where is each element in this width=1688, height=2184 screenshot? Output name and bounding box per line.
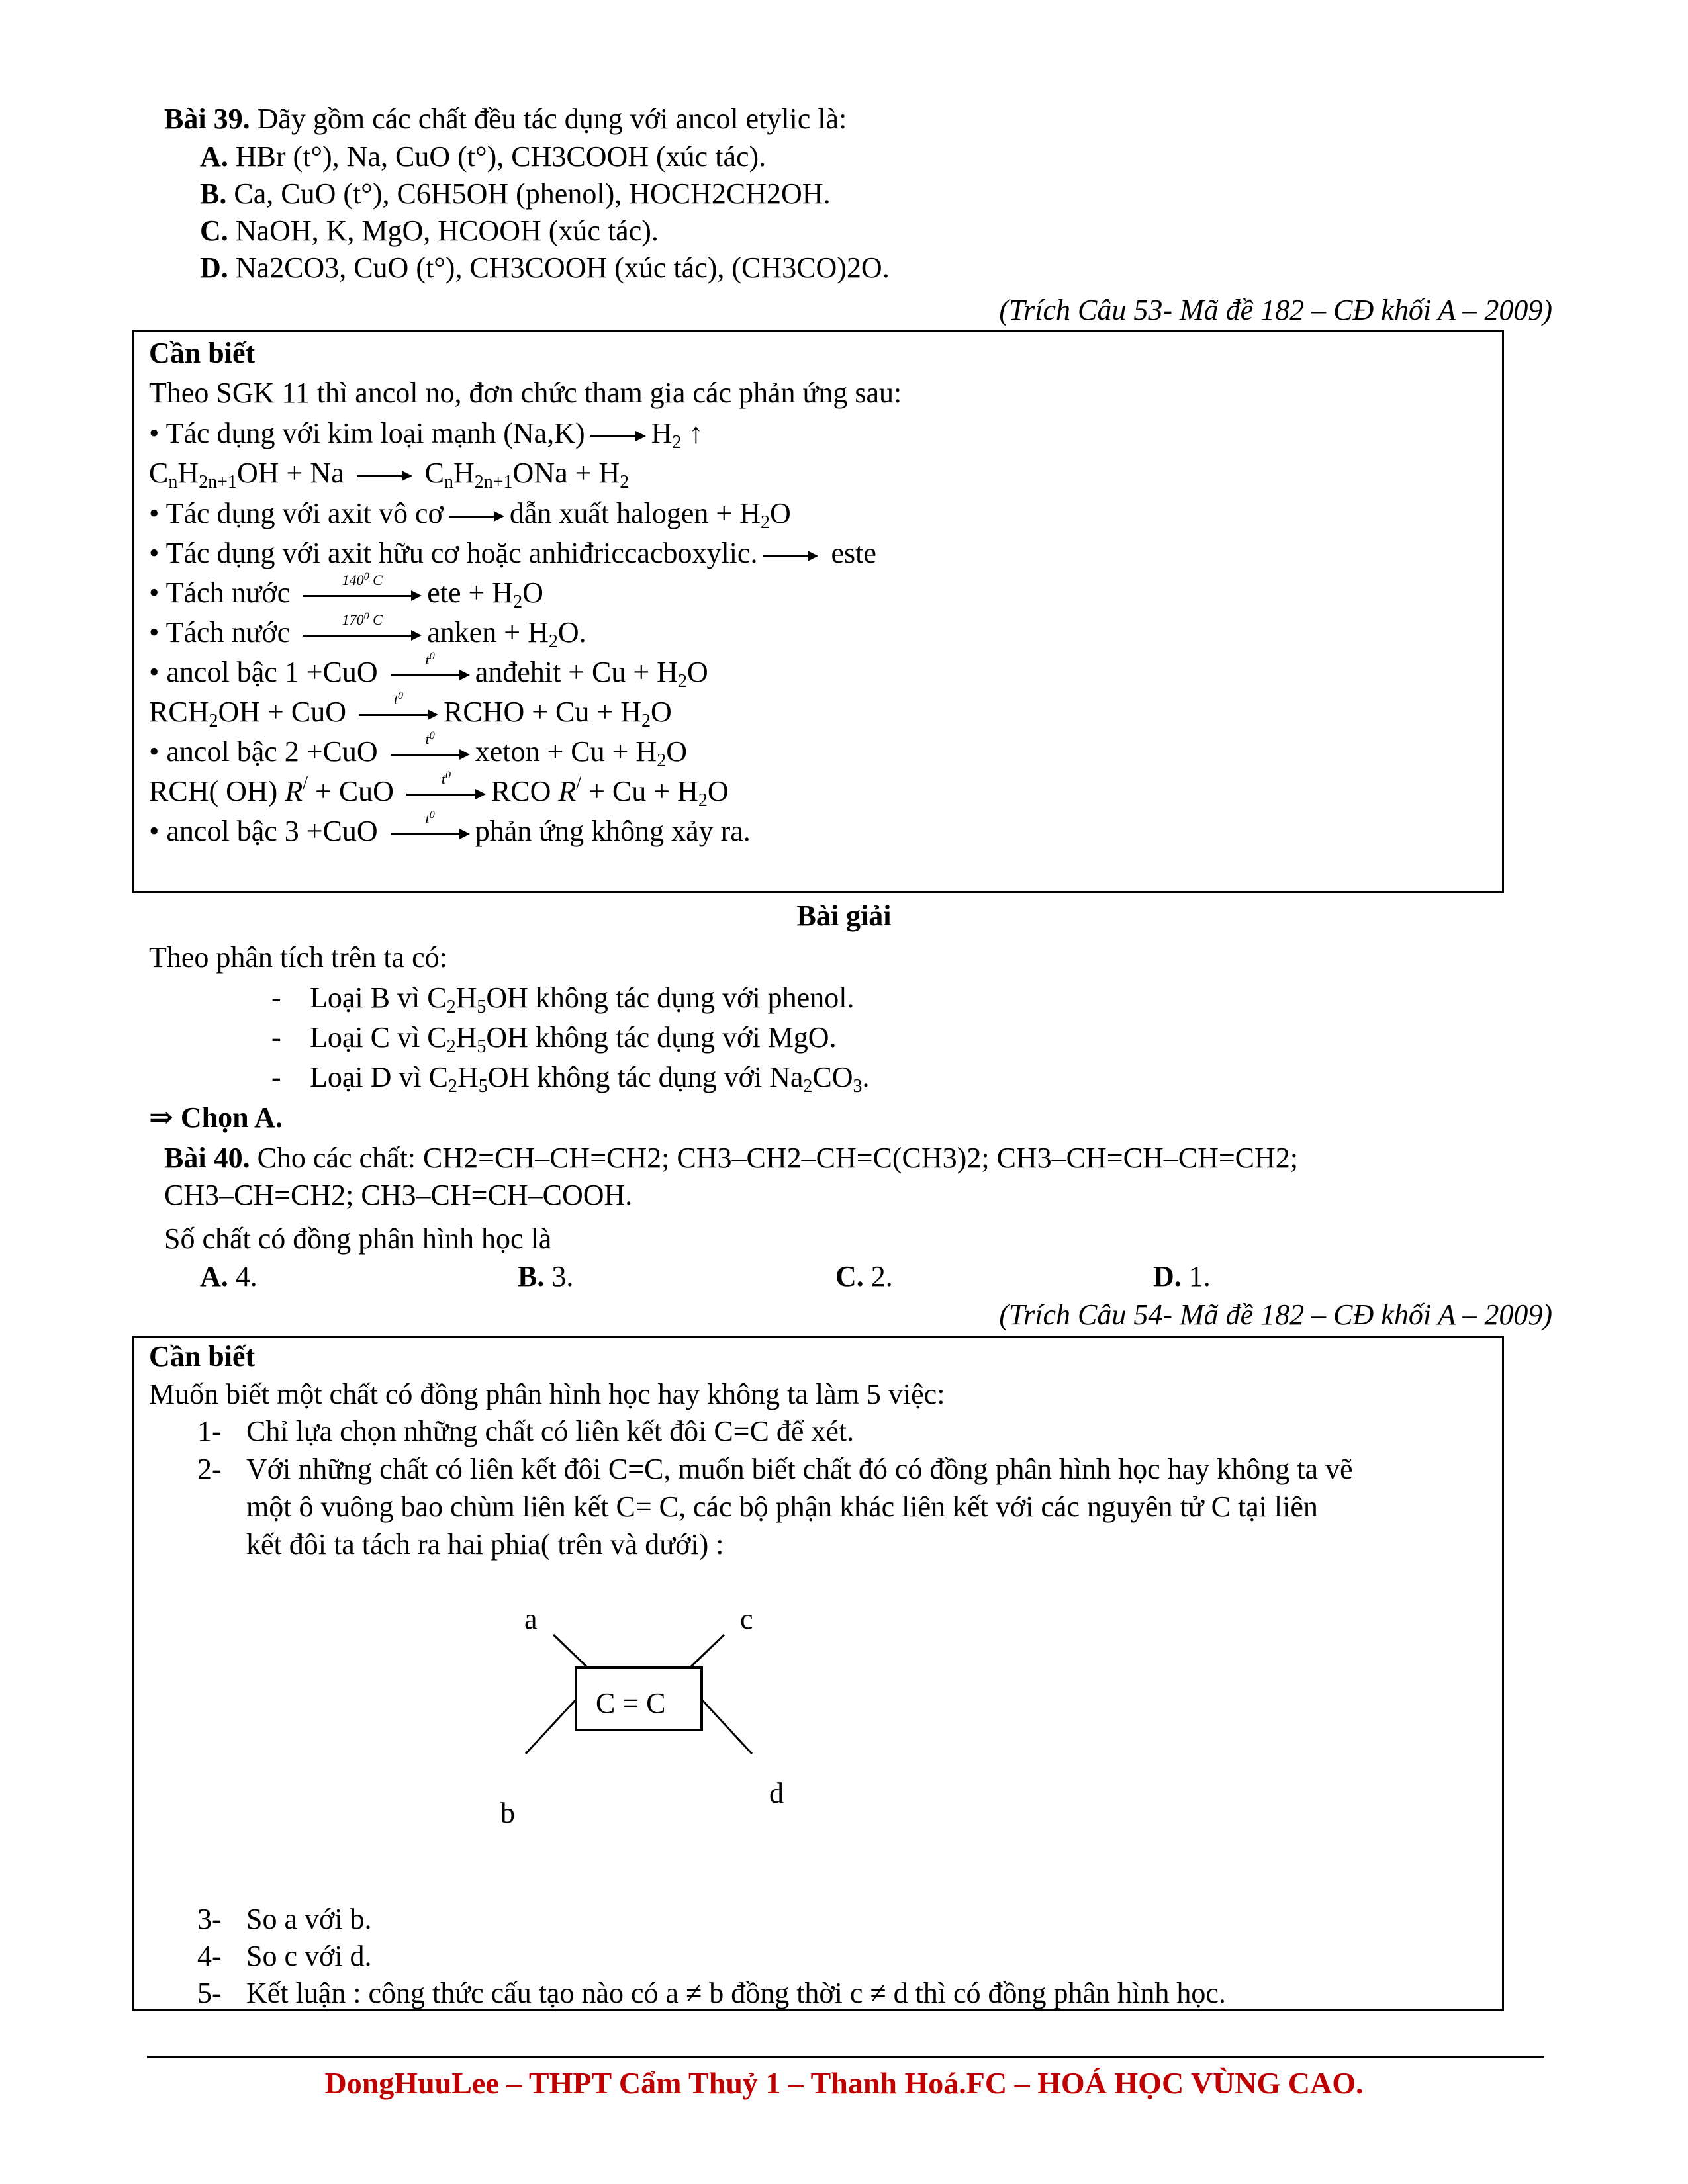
info-box-1 (132, 330, 1504, 893)
arrow-icon: $170^0$ C (303, 629, 422, 642)
label-c: c (740, 1603, 753, 1635)
reaction-5: • Tách nước $140^0$ C ete + $H_2O$ (149, 570, 543, 612)
arrow-icon: $140^0$ C (303, 589, 422, 602)
step-num: 5- (197, 1977, 222, 2009)
arrow-icon (763, 549, 818, 563)
step-num: 3- (197, 1903, 222, 1935)
bond-d (702, 1700, 752, 1754)
q40-title: Bài 40. (164, 1142, 250, 1174)
reaction-11: • ancol bậc 3 +CuO $t^0$ phản ứng không xảy ra. (149, 809, 751, 847)
q39-question (164, 105, 847, 134)
reaction-3: • Tác dụng với axit vô cơ dẫn xuất halogen + $H_2O$ (149, 497, 791, 533)
q39-option-c: C. NaOH, K, MgO, HCOOH (xúc tác). (200, 214, 659, 247)
q40-option-c: C. 2. (835, 1260, 893, 1293)
reaction-1: • Tác dụng với kim loại mạnh (Na,K) $H_2$ ↑ (149, 417, 704, 453)
reaction-8: $RCH_2OH$ + CuO $t^0$ RCHO + $Cu + H_2O$ (149, 690, 672, 731)
step-2-text: Với những chất có liên kết đôi C=C, muốn biết chất đó có đồng phân hình học hay không ta vẽ (246, 1453, 1353, 1485)
bond-c (690, 1635, 724, 1668)
solution-item-1: Loại B vì $C_2H_5OH$ không tác dụng với phenol. (310, 981, 855, 1017)
arrow-icon: $t^0$ (406, 788, 486, 801)
box1-intro: Theo SGK 11 thì ancol no, đơn chức tham gia các phản ứng sau: (149, 377, 902, 409)
q40-line-2: CH3–CH=CH2; CH3–CH=CH–COOH. (164, 1179, 633, 1211)
q39-option-a: A. HBr (t°), Na, CuO (t°), CH3COOH (xúc tác). (200, 140, 767, 173)
solution-answer: ⇒ Chọn A. (149, 1101, 283, 1134)
q40-line-1: Bài 40. Cho các chất: CH2=CH–CH=CH2; CH3–CH2–CH=C(CH3)2; CH3–CH=CH–CH=CH2; (164, 1142, 1299, 1174)
solution-item: - (271, 1021, 281, 1054)
q40-option-b: B. 3. (518, 1260, 574, 1293)
footer-text: DongHuuLee – THPT Cẩm Thuỷ 1 – Thanh Hoá.FC – HOÁ HỌC VÙNG CAO. (324, 2066, 1364, 2100)
arrow-icon: $t^0$ (359, 708, 438, 721)
reaction-9: • ancol bậc 2 +CuO $t^0$ xeton + $Cu + H_2O$ (149, 729, 687, 771)
q40-option-a: A. 4. (200, 1260, 258, 1293)
label-d: d (769, 1777, 784, 1809)
arrow-icon: $t^0$ (391, 668, 470, 682)
solution-heading: Bài giải (796, 899, 892, 932)
q39-source: (Trích Câu 53- Mã đề 182 – CĐ khối A – 2009) (999, 294, 1552, 326)
q39-option-b: B. Ca, CuO (t°), C6H5OH (phenol), HOCH2CH2OH. (200, 177, 831, 210)
box2-heading: Cần biết (149, 1340, 256, 1373)
label-a: a (524, 1603, 538, 1635)
arrow-icon (357, 469, 412, 482)
q39-text: Dãy gồm các chất đều tác dụng với ancol etylic là: (250, 103, 847, 135)
arrow-icon (449, 510, 504, 523)
step-num: 4- (197, 1940, 222, 1972)
step-4-text: So c với d. (246, 1940, 372, 1972)
q39-option-d: D. Na2CO3, CuO (t°), CH3COOH (xúc tác), (CH3CO)2O. (200, 251, 890, 284)
reaction-2: $C_nH_{2n+1}OH + Na$ $C_nH_{2n+1}ONa + H_2$ (149, 457, 630, 492)
solution-item-3: Loại D vì $C_2H_5OH$ không tác dụng với $Na_2CO_3$. (310, 1061, 870, 1097)
bond-b (526, 1700, 576, 1754)
reaction-6: • Tách nước $170^0$ C anken + $H_2O$. (149, 610, 586, 652)
q40-option-d: D. 1. (1153, 1260, 1211, 1293)
box1-heading: Cần biết (149, 337, 256, 369)
solution-item: - (271, 981, 281, 1014)
label-b: b (500, 1797, 515, 1829)
step-num: 1- (197, 1415, 222, 1447)
arrow-icon: $t^0$ (391, 748, 470, 761)
q40-question: Số chất có đồng phân hình học là (164, 1222, 552, 1255)
q40-source: (Trích Câu 54- Mã đề 182 – CĐ khối A – 2009) (999, 1298, 1552, 1331)
solution-item: - (271, 1061, 281, 1093)
step-3-text: So a với b. (246, 1903, 372, 1935)
reaction-7: • ancol bậc 1 +CuO $t^0$ anđehit + $Cu + H_2O$ (149, 650, 708, 692)
bond-a (553, 1635, 588, 1668)
solution-item-2: Loại C vì $C_2H_5OH$ không tác dụng với MgO. (310, 1021, 837, 1057)
footer-rule (147, 2056, 1544, 2058)
solution-intro: Theo phân tích trên ta có: (149, 941, 447, 974)
q39-title: Bài 39. (164, 103, 250, 135)
box2-intro: Muốn biết một chất có đồng phân hình học hay không ta làm 5 việc: (149, 1378, 945, 1410)
step-2-cont-2: kết đôi ta tách ra hai phia( trên và dưới) : (246, 1528, 724, 1561)
step-2-cont-1: một ô vuông bao chùm liên kết C= C, các bộ phận khác liên kết với các nguyên tử C tại liên (246, 1490, 1318, 1523)
arrow-icon (590, 430, 646, 443)
reaction-10: RCH( OH) R/ + CuO $t^0$ RCO $R^/ + Cu + H_2O$ (149, 769, 729, 811)
step-5-text: Kết luận : công thức cấu tạo nào có a ≠ b đồng thời c ≠ d thì có đồng phân hình học. (246, 1977, 1226, 2009)
center-bond-label: C = C (596, 1687, 666, 1719)
step-1-text: Chỉ lựa chọn những chất có liên kết đôi C=C để xét. (246, 1415, 855, 1447)
reaction-4: • Tác dụng với axit hữu cơ hoặc anhiđriccacboxylic. este (149, 537, 876, 569)
step-num: 2- (197, 1453, 222, 1485)
arrow-icon: $t^0$ (391, 827, 470, 841)
